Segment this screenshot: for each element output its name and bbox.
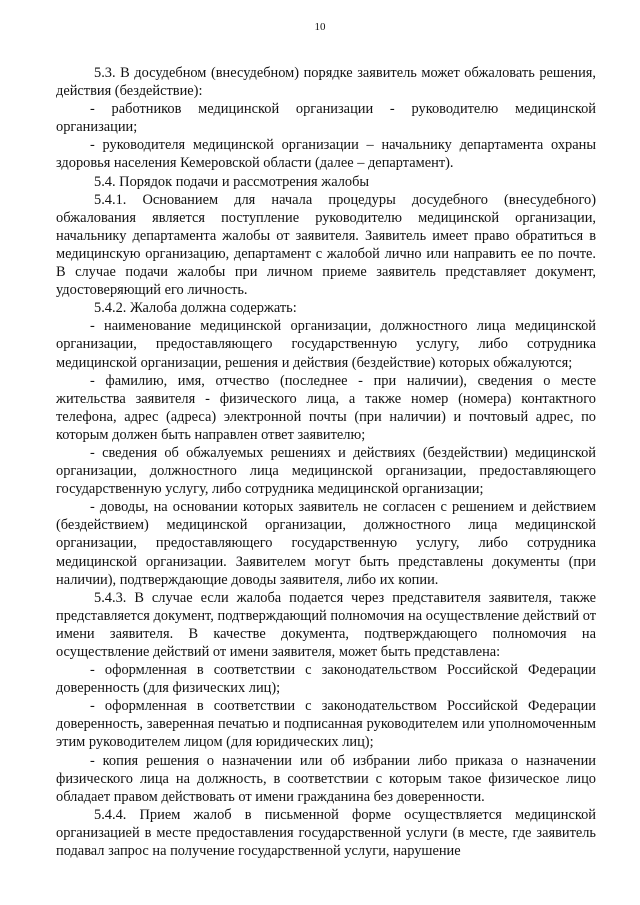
- list-item-head: - руководителя медицинской организации – начальнику департамента охраны здоровья населения Кемеровской области (далее – департамент).: [56, 137, 596, 172]
- list-item-power-of-attorney-legal: - оформленная в соответствии с законодательством Российской Федерации доверенность, заверенная печатью и подписанная руководителем или уполномоченным этим руководителем лицом (для юридических лиц);: [56, 698, 596, 751]
- paragraph-5-4-1: 5.4.1. Основанием для начала процедуры досудебного (внесудебного) обжалования является поступление руководителю медицинской организации, начальнику департамента жалобы от заявителя. Заявитель имеет право обратиться в медицинскую организацию, департамент с жалобой лично или направить ее по почте. В случае подачи жалобы при личном приеме заявитель представляет документ, удостоверяющий его личность.: [56, 191, 596, 299]
- paragraph-5-4-4: 5.4.4. Прием жалоб в письменной форме осуществляется медицинской организацией в месте предоставления государственной услуги (в месте, где заявитель подавал запрос на получение государственной услуги, нарушение: [56, 806, 596, 860]
- paragraph-5-4-2: 5.4.2. Жалоба должна содержать:: [94, 300, 297, 317]
- list-item-employees: - работников медицинской организации - руководителю медицинской организации;: [56, 101, 596, 136]
- list-item-personal-data: - фамилию, имя, отчество (последнее - при наличии), сведения о месте жительства заявителя - физического лица, а также номер (номера) контактного телефона, адрес (адреса) электронной почты (при наличии) и почтовый адрес, по которым должен быть направлен ответ заявителю;: [56, 372, 596, 443]
- list-item-appointment-copy: - копия решения о назначении или об избрании либо приказа о назначении физического лица на должность, в соответствии с которым такое физическое лицо обладает правом действовать от имени гражданина без доверенности.: [56, 752, 596, 805]
- page-number: 10: [314, 21, 326, 33]
- list-item-arguments: - доводы, на основании которых заявитель не согласен с решением и действием (бездействием) медицинской организации, должностного лица медицинской организации, предоставляющего государственную услугу, либо сотрудника медицинской организации. Заявителем могут быть представлены документы (при наличии), подтверждающие доводы заявителя, либо их копии.: [56, 499, 596, 588]
- list-item-power-of-attorney-individual: - оформленная в соответствии с законодательством Российской Федерации доверенность (для физических лиц);: [56, 662, 596, 697]
- document-body: [56, 64, 596, 860]
- list-item-name: - наименование медицинской организации, должностного лица медицинской организации, предоставляющего государственную услугу, либо сотрудника медицинской организации, решения и действия (бездействие) которых обжалуются;: [56, 318, 596, 371]
- paragraph-5-3: 5.3. В досудебном (внесудебном) порядке заявитель может обжаловать решения, действия (бездействие):: [56, 65, 596, 100]
- list-item-decisions: - сведения об обжалуемых решениях и действиях (бездействии) медицинской организации, должностного лица медицинской организации, предоставляющего государственную услугу, либо сотрудника медицинской организации;: [56, 444, 596, 498]
- paragraph-5-4-3: 5.4.3. В случае если жалоба подается через представителя заявителя, также представляется документ, подтверждающий полномочия на осуществление действий от имени заявителя. В качестве документа, подтверждающего полномочия на осуществление действий от имени заявителя, может быть представлена:: [56, 589, 596, 660]
- paragraph-5-4: 5.4. Порядок подачи и рассмотрения жалобы: [94, 173, 370, 190]
